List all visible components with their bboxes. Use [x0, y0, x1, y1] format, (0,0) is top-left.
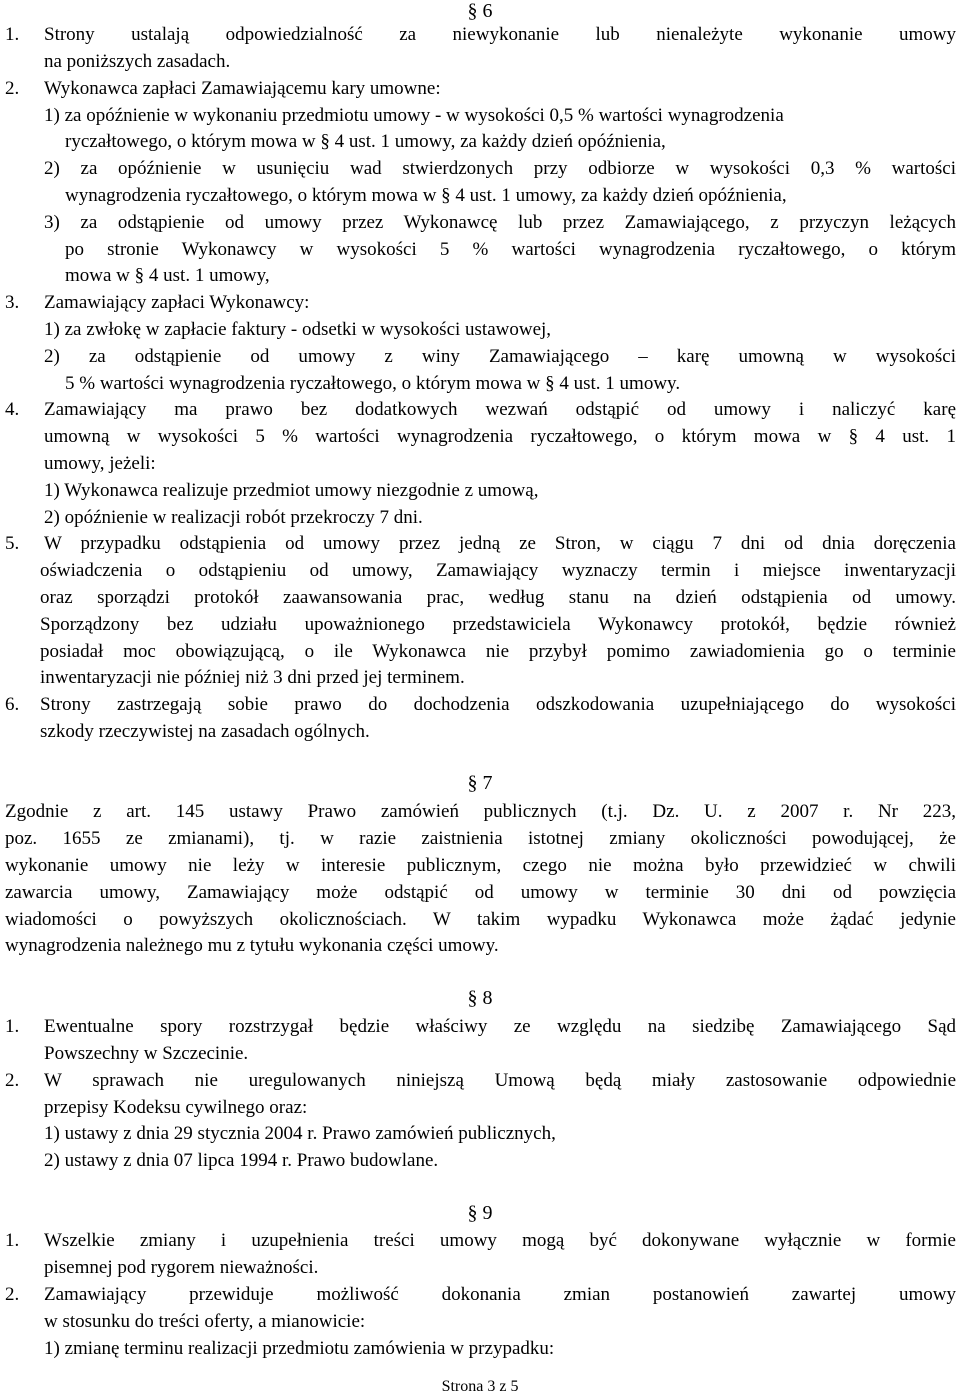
s6-p4-line2: umowną w wysokości 5 % wartości wynagrodzenia ryczałtowego, o którym mowa w § 4 ust. 1 — [44, 426, 956, 447]
s8-p2-line1: W sprawach nie uregulowanych niniejszą Umową będą miały zastosowanie odpowiednie — [44, 1070, 956, 1091]
s6-p2-item2-line1: 2) za opóźnienie w usunięciu wad stwierdzonych przy odbiorze w wysokości 0,3 % wartości — [44, 158, 956, 179]
s6-p4-item2: 2) opóźnienie w realizacji robót przekroczy 7 dni. — [44, 507, 423, 528]
section-6-heading: § 6 — [467, 0, 493, 22]
s6-p1-number: 1. — [5, 24, 20, 45]
s9-p1-line1: Wszelkie zmiany i uzupełnienia treści umowy mogą być dokonywane wyłącznie w formie — [44, 1230, 956, 1251]
s6-p2-item3-line3: mowa w § 4 ust. 1 umowy, — [65, 265, 270, 286]
s6-p2-item1-line1: 1) za opóźnienie w wykonaniu przedmiotu umowy - w wysokości 0,5 % wartości wynagrodzenia — [44, 105, 784, 126]
s6-p2-line1: Wykonawca zapłaci Zamawiającemu kary umowne: — [44, 78, 441, 99]
s6-p5-line4: Sporządzony bez udziału upoważnionego przedstawiciela Wykonawcy protokół, będzie również — [40, 614, 956, 635]
s6-p4-item1: 1) Wykonawca realizuje przedmiot umowy niezgodnie z umową, — [44, 480, 539, 501]
s7-line4: zawarcia umowy, Zamawiający może odstąpić od umowy w terminie 30 dni od powzięcia — [5, 882, 956, 903]
s7-line1: Zgodnie z art. 145 ustawy Prawo zamówień publicznych (t.j. Dz. U. z 2007 r. Nr 223, — [5, 801, 956, 822]
s6-p2-item1-line2: ryczałtowego, o którym mowa w § 4 ust. 1 umowy, za każdy dzień opóźnienia, — [65, 131, 666, 152]
s6-p5-line2: oświadczenia o odstąpieniu od umowy, Zamawiający wyznaczy termin i miejsce inwentaryzacji — [40, 560, 956, 581]
s6-p2-item3-line1: 3) za odstąpienie od umowy przez Wykonawcę lub przez Zamawiającego, z przyczyn leżących — [44, 212, 956, 233]
s8-p2-number: 2. — [5, 1070, 20, 1091]
s6-p6-line2: szkody rzeczywistej na zasadach ogólnych. — [40, 721, 370, 742]
s6-p3-line1: Zamawiający zapłaci Wykonawcy: — [44, 292, 310, 313]
s6-p4-number: 4. — [5, 399, 20, 420]
s9-p1-number: 1. — [5, 1230, 20, 1251]
s7-line2: poz. 1655 ze zmianami), tj. w razie zaistnienia istotnej zmiany okoliczności powodującej, że — [5, 828, 956, 849]
s9-p1-line2: pisemnej pod rygorem nieważności. — [44, 1257, 319, 1278]
s6-p5-line1: W przypadku odstąpienia od umowy przez jedną ze Stron, w ciągu 7 dni od dnia doręczenia — [44, 533, 956, 554]
s6-p1-line1: Strony ustalają odpowiedzialność za niewykonanie lub nienależyte wykonanie umowy — [44, 24, 956, 45]
s7-line6: wynagrodzenia należnego mu z tytułu wykonania części umowy. — [5, 935, 499, 956]
s8-p1-line2: Powszechny w Szczecinie. — [44, 1043, 249, 1064]
s9-p2-line2: w stosunku do treści oferty, a mianowicie: — [44, 1311, 366, 1332]
s6-p5-line5: posiadał moc obowiązującą, o ile Wykonawca nie przybył pomimo zawiadomienia go o terminie — [40, 641, 956, 662]
s8-p2-item1: 1) ustawy z dnia 29 stycznia 2004 r. Prawo zamówień publicznych, — [44, 1123, 556, 1144]
s9-p2-number: 2. — [5, 1284, 20, 1305]
s6-p1-line2: na poniższych zasadach. — [44, 51, 231, 72]
section-8-heading: § 8 — [467, 987, 493, 1009]
s9-p2-line1: Zamawiający przewiduje możliwość dokonania zmian postanowień zawartej umowy — [44, 1284, 956, 1305]
s7-line5: wiadomości o powyższych okolicznościach. W takim wypadku Wykonawca może żądać jedynie — [5, 909, 956, 930]
s6-p4-line1: Zamawiający ma prawo bez dodatkowych wezwań odstąpić od umowy i naliczyć karę — [44, 399, 956, 420]
s8-p2-line2: przepisy Kodeksu cywilnego oraz: — [44, 1097, 308, 1118]
s6-p2-item2-line2: wynagrodzenia ryczałtowego, o którym mowa w § 4 ust. 1 umowy, za każdy dzień opóźnienia, — [65, 185, 787, 206]
s6-p3-item2-line2: 5 % wartości wynagrodzenia ryczałtowego, o którym mowa w § 4 ust. 1 umowy. — [65, 373, 681, 394]
s6-p3-number: 3. — [5, 292, 20, 313]
s6-p4-line3: umowy, jeżeli: — [44, 453, 156, 474]
section-9-heading: § 9 — [467, 1202, 493, 1224]
page-footer: Strona 3 z 5 — [441, 1378, 519, 1395]
s8-p2-item2: 2) ustawy z dnia 07 lipca 1994 r. Prawo budowlane. — [44, 1150, 439, 1171]
section-7-heading: § 7 — [467, 772, 493, 794]
s6-p3-item1: 1) za zwłokę w zapłacie faktury - odsetki w wysokości ustawowej, — [44, 319, 552, 340]
s6-p5-line6: inwentaryzacji nie później niż 3 dni przed jej terminem. — [40, 667, 465, 688]
s6-p5-number: 5. — [5, 533, 20, 554]
s6-p6-number: 6. — [5, 694, 20, 715]
s9-p2-item1: 1) zmianę terminu realizacji przedmiotu zamówienia w przypadku: — [44, 1338, 555, 1359]
s7-line3: wykonanie umowy nie leży w interesie publicznym, czego nie można było przewidzieć w chwili — [5, 855, 956, 876]
s8-p1-number: 1. — [5, 1016, 20, 1037]
s6-p3-item2-line1: 2) za odstąpienie od umowy z winy Zamawiającego – karę umowną w wysokości — [44, 346, 956, 367]
s6-p2-item3-line2: po stronie Wykonawcy w wysokości 5 % wartości wynagrodzenia ryczałtowego, o którym — [65, 239, 956, 260]
s6-p5-line3: oraz sporządzi protokół zaawansowania prac, według stanu na dzień odstąpienia od umowy. — [40, 587, 956, 608]
s6-p2-number: 2. — [5, 78, 20, 99]
s6-p6-line1: Strony zastrzegają sobie prawo do dochodzenia odszkodowania uzupełniającego do wysokości — [40, 694, 956, 715]
s8-p1-line1: Ewentualne spory rozstrzygał będzie właściwy ze względu na siedzibę Zamawiającego Sąd — [44, 1016, 956, 1037]
